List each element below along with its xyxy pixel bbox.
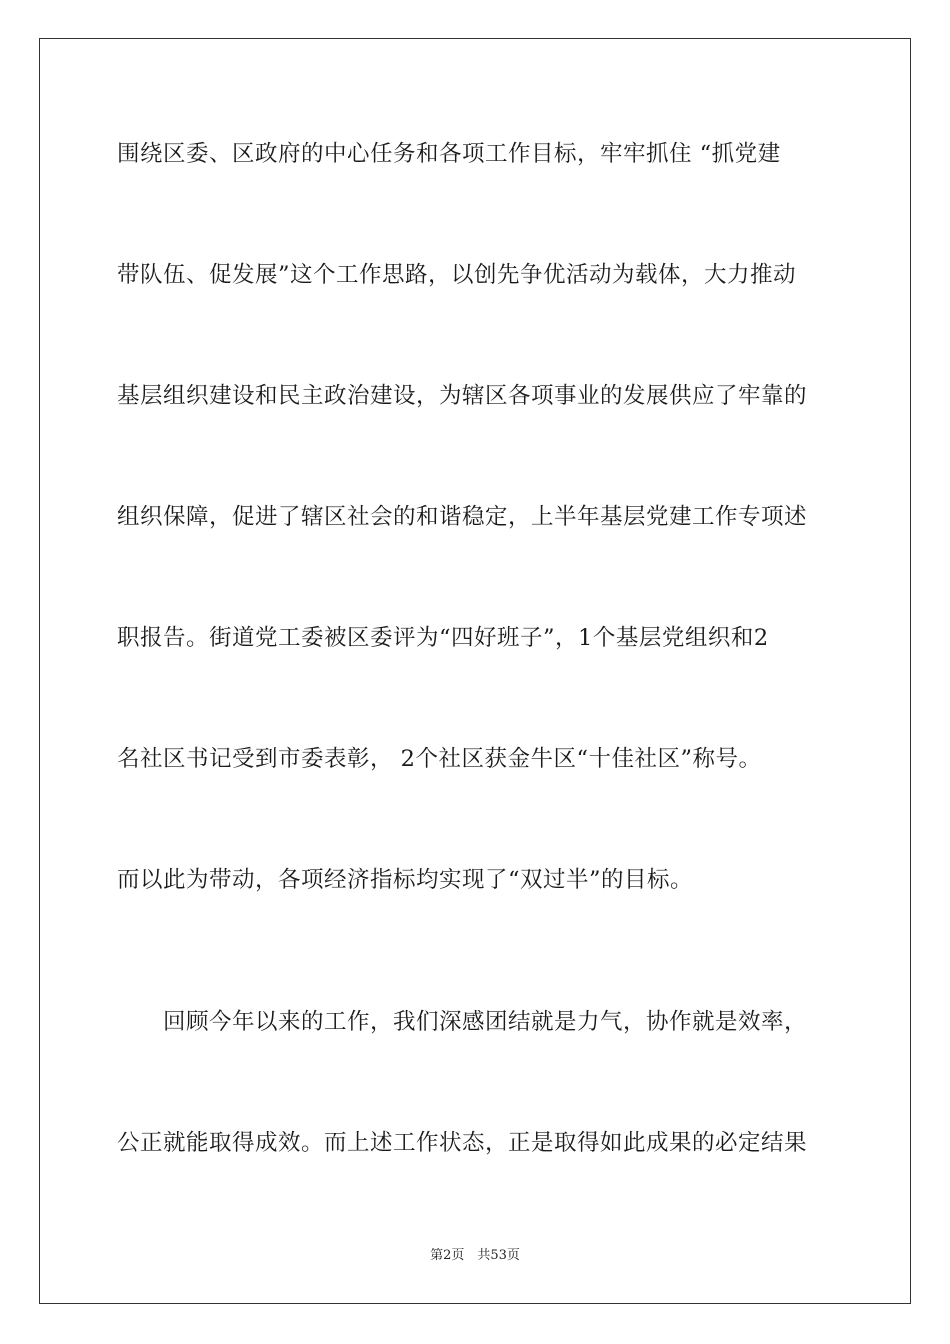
- paragraph-line: 基层组织建设和民主政治建设，为辖区各项事业的发展供应了牢靠的: [117, 383, 808, 409]
- paragraph-line: 带队伍、促发展”这个工作思路，以创先争优活动为载体，大力推动: [117, 262, 797, 288]
- paragraph-line: 职报告。街道党工委被区委评为“四好班子”，1个基层党组织和2: [117, 625, 769, 651]
- paragraph-line: 组织保障，促进了辖区社会的和谐稳定，上半年基层党建工作专项述: [117, 504, 808, 530]
- page-border: [39, 38, 911, 1304]
- page-number-label: 第2页 共53页: [430, 1248, 520, 1263]
- paragraph-line: 而以此为带动，各项经济指标均实现了“双过半”的目标。: [117, 867, 694, 893]
- paragraph-line: 公正就能取得成效。而上述工作状态，正是取得如此成果的必定结果: [117, 1130, 808, 1156]
- paragraph-line: 围绕区委、区政府的中心任务和各项工作目标，牢牢抓住 “抓党建: [117, 141, 781, 167]
- paragraph-line: 回顾今年以来的工作，我们深感团结就是力气，协作就是效率，: [117, 1009, 808, 1035]
- page-footer: [0, 1247, 950, 1265]
- paragraph-line: 名社区书记受到市委表彰， 2个社区获金牛区“十佳社区”称号。: [117, 746, 762, 772]
